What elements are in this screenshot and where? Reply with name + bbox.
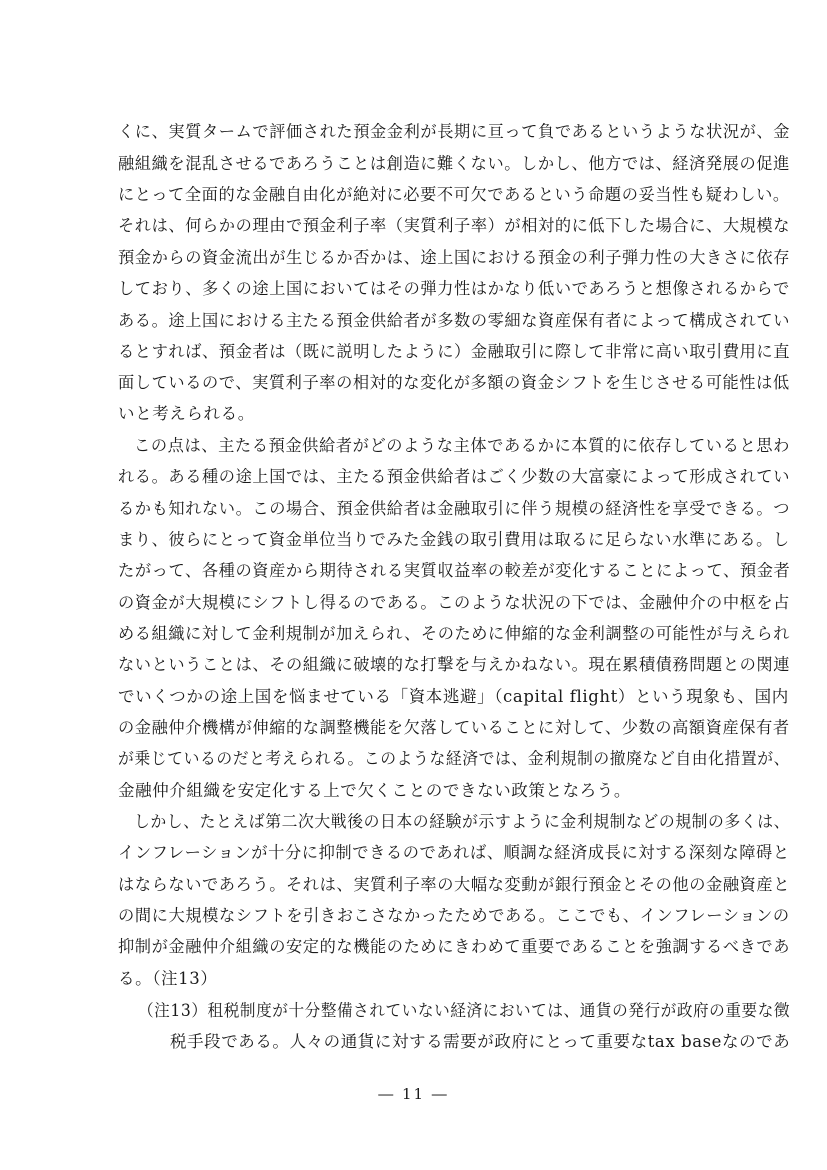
body-line-24: インフレーションが十分に抑制できるのであれば、順調な経済成長に対する深刻な障碍と [118, 843, 790, 862]
body-line-3: にとって全面的な金融自由化が絶対に必要不可欠であるという命題の妥当性も疑わしい。 [118, 185, 790, 204]
body-line-22: 金融仲介組織を安定化する上で欠くことのできない政策となろう。 [118, 781, 631, 800]
body-line-25: はならないであろう。それは、実質利子率の大幅な変動が銀行預金とその他の金融資産と [118, 875, 791, 894]
body-line-19: でいくつかの途上国を悩ませている「資本逃避」（capital flight）という現象も、国内 [118, 687, 789, 706]
body-line-21: が乗じているのだと考えられる。このような経済では、金利規制の撤廃など自由化措置が、 [118, 749, 791, 768]
body-line-13: るかも知れない。この場合、預金供給者は金融取引に伴う規模の経済性を享受できる。つ [118, 499, 791, 518]
body-line-28: る。（注13） [118, 969, 218, 988]
body-line-16: の資金が大規模にシフトし得るのである。このような状況の下では、金融仲介の中枢を占 [118, 593, 791, 612]
body-line-7: ある。途上国における主たる預金供給者が多数の零細な資産保有者によって構成されてい [118, 311, 791, 330]
body-line-26: の間に大規模なシフトを引きおこさなかったためである。ここでも、インフレーションの [118, 906, 790, 925]
page-number: ― 11 ― [378, 1085, 449, 1103]
body-line-15: たがって、各種の資産から期待される実質収益率の較差が変化することによって、預金者 [118, 561, 791, 580]
body-line-8: るとすれば、預金者は（既に説明したように）金融取引に際して非常に高い取引費用に直 [118, 342, 791, 361]
body-line-18: ないということは、その組織に破壊的な打撃を与えかねない。現在累積債務問題との関連 [118, 655, 791, 674]
body-line-23: しかし、たとえば第二次大戦後の日本の経験が示すように金利規制などの規制の多くは、 [134, 812, 791, 831]
body-line-12: れる。ある種の途上国では、主たる預金供給者はごく少数の大富豪によって形成されてい [118, 467, 791, 486]
body-line-4: それは、何らかの理由で預金利子率（実質利子率）が相対的に低下した場合に、大規模な [118, 216, 791, 235]
body-line-9: 面しているので、実質利子率の相対的な変化が多額の資金シフトを生じさせる可能性は低 [118, 373, 790, 392]
body-line-20: の金融仲介機構が伸縮的な調整機能を欠落していることに対して、少数の高額資産保有者 [118, 718, 790, 737]
body-line-6: しており、多くの途上国においてはその弾力性はかなり低いであろうと想像されるからで [118, 279, 790, 298]
body-line-2: 融組織を混乱させるであろうことは創造に難くない。しかし、他方では、経済発展の促進 [118, 154, 790, 173]
body-line-27: 抑制が金融仲介組織の安定的な機能のためにきわめて重要であることを強調するべきであ [118, 937, 791, 956]
body-line-14: まり、彼らにとって資金単位当りでみた金銭の取引費用は取るに足らない水準にある。し [118, 530, 790, 549]
body-line-10: いと考えられる。 [118, 404, 255, 423]
footnote-line-2: 税手段である。人々の通貨に対する需要が政府にとって重要なtax baseなのであ [170, 1032, 791, 1051]
body-line-5: 預金からの資金流出が生じるか否かは、途上国における預金の利子弾力性の大きさに依存 [118, 248, 791, 267]
body-line-11: この点は、主たる預金供給者がどのような主体であるかに本質的に依存していると思わ [134, 436, 790, 455]
body-line-1: くに、実質タームで評価された預金金利が長期に亘って負であるというような状況が、金 [118, 122, 791, 141]
body-line-17: める組織に対して金利規制が加えられ、そのために伸縮的な金利調整の可能性が与えられ [118, 624, 790, 643]
footnote-line-1: （注13）租税制度が十分整備されていない経済においては、通貨の発行が政府の重要な徴 [138, 1001, 791, 1020]
